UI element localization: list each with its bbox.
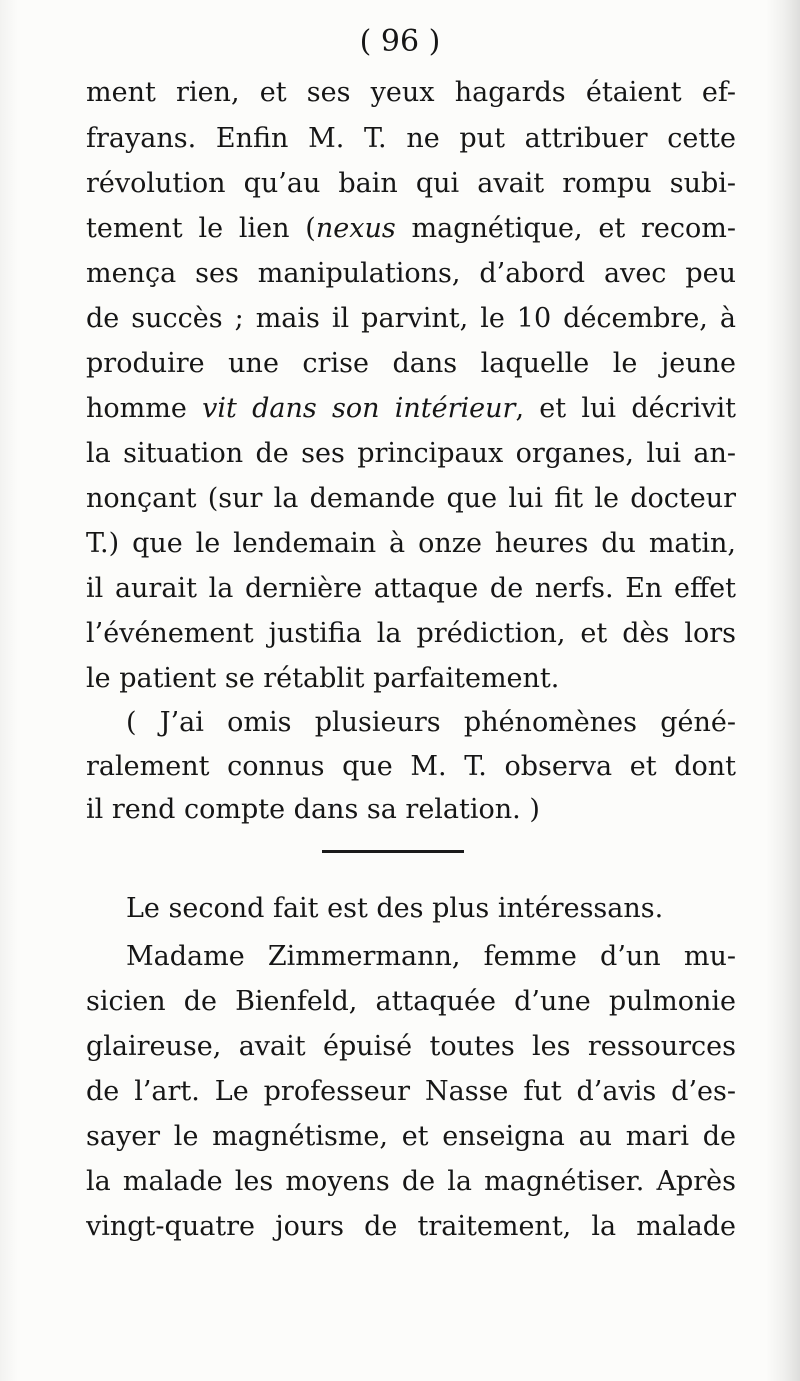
text-line: le patient se rétablit parfaitement. — [86, 663, 560, 694]
text-line: ralement connus que M. T. observa et dont — [86, 751, 736, 782]
page-edge-shadow-right — [766, 0, 800, 1381]
text-line: Le second fait est des plus intéressans. — [126, 893, 664, 924]
italic-text: nexus — [315, 213, 396, 244]
text-line: la situation de ses principaux organes, lui an- — [86, 438, 736, 469]
text-line: de l’art. Le professeur Nasse fut d’avis d’es- — [86, 1076, 736, 1107]
text-line: la malade les moyens de la magnétiser. Après — [86, 1166, 736, 1197]
text-line: sicien de Bienfeld, attaquée d’une pulmonie — [86, 986, 736, 1017]
text-line: Madame Zimmermann, femme d’un mu- — [126, 941, 736, 972]
italic-text: vit dans son intérieur — [202, 393, 516, 424]
text-line: sayer le magnétisme, et enseigna au mari de — [86, 1121, 736, 1152]
text-line: ( J’ai omis plusieurs phénomènes géné- — [126, 707, 736, 738]
text-line: tement le lien (nexus magnétique, et recom- — [86, 213, 736, 244]
text-line: homme vit dans son intérieur, et lui décrivit — [86, 393, 736, 424]
text-line: de succès ; mais il parvint, le 10 décembre, à — [86, 303, 736, 334]
page-edge-shadow-left — [0, 0, 18, 1381]
text-line: il rend compte dans sa relation. ) — [86, 794, 540, 825]
text-line: produire une crise dans laquelle le jeune — [86, 348, 736, 379]
text-line: il aurait la dernière attaque de nerfs. En effet — [86, 573, 736, 604]
text-line: nonçant (sur la demande que lui fit le docteur — [86, 483, 736, 514]
text-line: T.) que le lendemain à onze heures du matin, — [86, 528, 736, 559]
text-line: ment rien, et ses yeux hagards étaient ef- — [86, 77, 736, 108]
section-divider-rule — [322, 850, 464, 853]
text-line: frayans. Enfin M. T. ne put attribuer cette — [86, 123, 736, 154]
text-line: glaireuse, avait épuisé toutes les ressources — [86, 1031, 736, 1062]
text-line: révolution qu’au bain qui avait rompu subi- — [86, 168, 736, 199]
text-line: vingt-quatre jours de traitement, la malade — [86, 1211, 736, 1242]
text-line: mença ses manipulations, d’abord avec peu — [86, 258, 736, 289]
page-number: ( 96 ) — [359, 24, 441, 59]
text-line: l’événement justifia la prédiction, et dès lors — [86, 618, 736, 649]
